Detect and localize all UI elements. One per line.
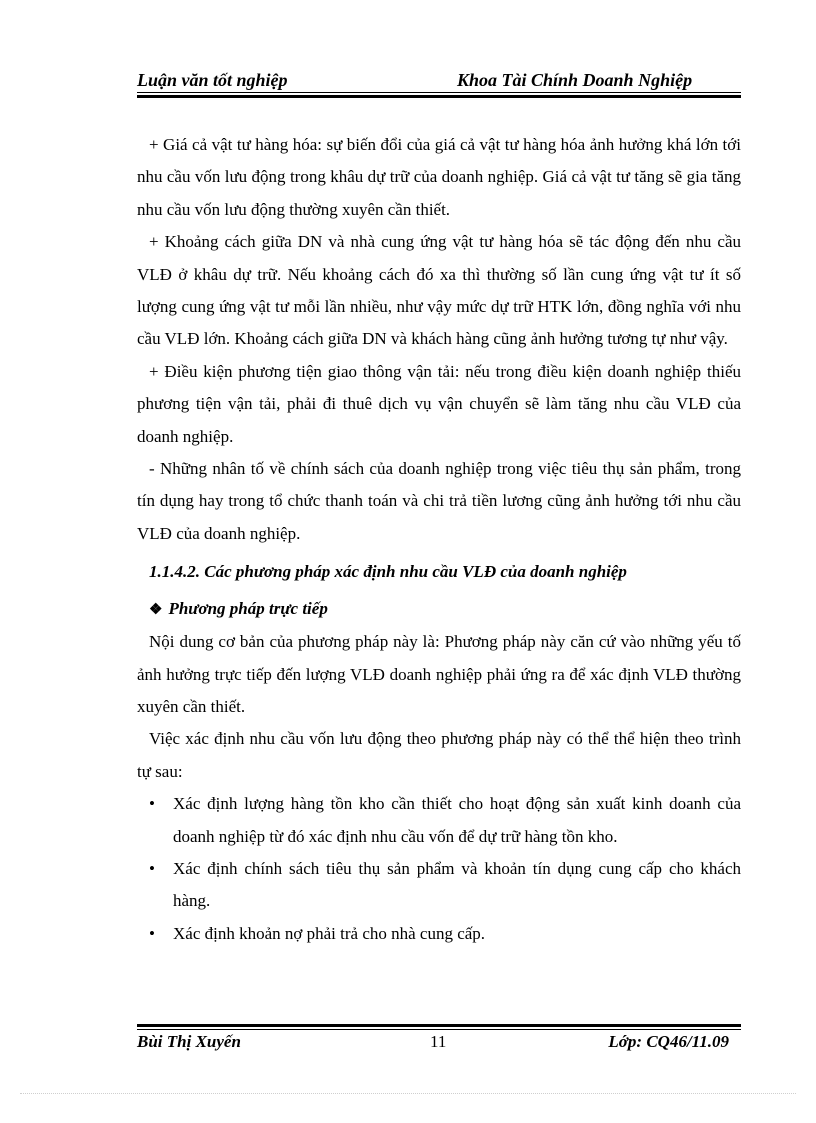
header-faculty: Khoa Tài Chính Doanh Nghiệp [457,70,693,90]
paragraph-method-order: Việc xác định nhu cầu vốn lưu động theo phương pháp này có thể thể hiện theo trình tự sau: [137,729,741,781]
sub-heading [137,593,741,626]
list-item [137,853,741,918]
header-thesis-title: Luận văn tốt nghiệp [137,70,288,90]
footer-author: Bùi Thị Xuyến [137,1032,241,1051]
paragraph-distance: + Khoảng cách giữa DN và nhà cung ứng vật tư hàng hóa sẽ tác động đến nhu cầu VLĐ ở khâu dự trữ. Nếu khoảng cách đó xa thì thường số lần cung ứng vật tư ít số lượng cung ứng vật tư mỗi lần nhiều, như vậy mức dự trữ HTK lớn, đồng nghĩa với nhu cầu VLĐ lớn. Khoảng cách giữa DN và khách hàng cũng ảnh hưởng tương tự như vậy. [137,232,741,349]
bullet-icon: • [149,858,155,878]
footer-rule-thick [137,1024,741,1027]
bullet-icon: • [149,923,155,943]
footer-rule-thin [137,1029,741,1030]
paragraph-policy: - Những nhân tố về chính sách của doanh nghiệp trong việc tiêu thụ sản phẩm, trong tín dụng hay trong tổ chức thanh toán và chi trả tiền lương cũng ảnh hưởng tới nhu cầu VLĐ của doanh nghiệp. [137,459,741,543]
header-rule-thin [137,92,741,93]
page-footer [137,1032,741,1054]
bullet-icon: • [149,794,155,814]
document-body [137,129,741,950]
list-item [137,918,741,950]
paragraph-price: + Giá cả vật tư hàng hóa: sự biến đổi của giá cả vật tư hàng hóa ảnh hưởng khá lớn tới nhu cầu vốn lưu động trong khâu dự trữ của doanh nghiệp. Giá cả vật tư tăng sẽ gia tăng nhu cầu vốn lưu động thường xuyên cần thiết. [137,135,741,219]
page-header [137,70,741,92]
paragraph-method-content: Nội dung cơ bản của phương pháp này là: Phương pháp này căn cứ vào những yếu tố ảnh hưởng trực tiếp đến lượng VLĐ doanh nghiệp phải ứng ra để xác định VLĐ thường xuyên cần thiết. [137,632,741,716]
paragraph-transport: + Điều kiện phương tiện giao thông vận tải: nếu trong điều kiện doanh nghiệp thiếu phương tiện vận tải, phải đi thuê dịch vụ vận chuyển sẽ làm tăng nhu cầu VLĐ của doanh nghiệp. [137,361,741,446]
diamond-bullet-icon: ❖ [149,601,163,618]
section-heading: 1.1.4.2. Các phương pháp xác định nhu cầu VLĐ của doanh nghiệp [149,562,627,582]
sub-heading-text: Phương pháp trực tiếp [168,598,328,618]
bullet-text: Xác định khoản nợ phải trả cho nhà cung cấp. [173,923,486,943]
page-number: 11 [430,1032,447,1051]
bullet-text: Xác định chính sách tiêu thụ sản phẩm và khoản tín dụng cung cấp cho khách hàng. [173,858,741,911]
header-rule-thick [137,95,741,98]
footer-class: Lớp: CQ46/11.09 [608,1032,729,1051]
page-bottom-divider [20,1093,796,1094]
bullet-text: Xác định lượng hàng tồn kho cần thiết cho hoạt động sản xuất kinh doanh của doanh nghiệp từ đó xác định nhu cầu vốn để dự trữ hàng tồn kho. [173,794,741,846]
list-item [137,788,741,853]
